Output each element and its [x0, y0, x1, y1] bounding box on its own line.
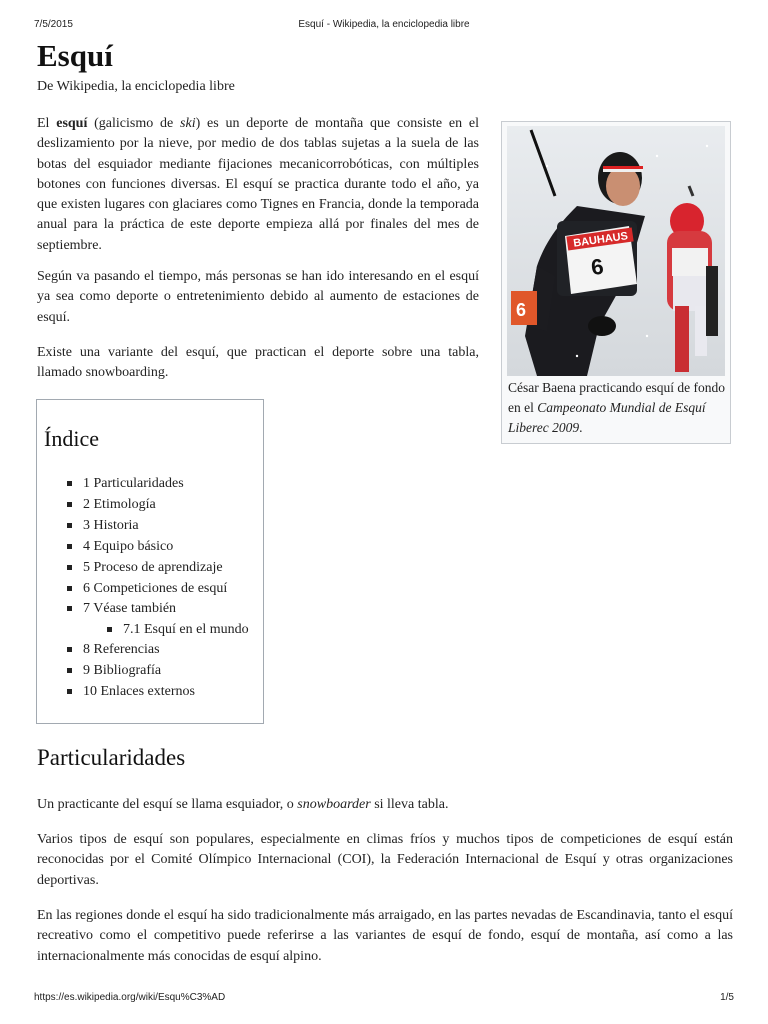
- bullet-icon: [67, 544, 72, 549]
- bullet-icon: [67, 523, 72, 528]
- toc-item[interactable]: 6 Competiciones de esquí: [83, 579, 227, 599]
- link-campeonato-mundial[interactable]: Campeonato Mundial de Esquí Liberec 2009: [508, 400, 706, 435]
- toc-item[interactable]: 1 Particularidades: [83, 474, 184, 494]
- article-title: Esquí: [37, 38, 113, 73]
- toc-item[interactable]: 4 Equipo básico: [83, 537, 173, 557]
- print-url[interactable]: https://es.wikipedia.org/wiki/Esqu%C3%AD: [34, 992, 226, 1003]
- article-tagline: De Wikipedia, la enciclopedia libre: [37, 79, 235, 94]
- print-header: [34, 19, 734, 33]
- bib-number: 6: [589, 253, 606, 281]
- toc-item[interactable]: 8 Referencias: [83, 640, 160, 660]
- intro-paragraph-1: El esquí (galicismo de ski) es un deporte de montaña que consiste en el deslizamiento por la nieve, por medio de dos tablas sujetas a la suela de las botas del esquiador mediante fijaciones mecanicorrobóticas, con múltiples botones con funciones diversas. El esquí se practica durante todo el año, ya que existen lugares con glaciares como Tignes en Francia, donde la temporada anual para la práctica de este deporte empieza allá por finales del mes de septiembre.: [37, 116, 480, 253]
- bullet-icon: [67, 668, 72, 673]
- bullet-icon: [67, 502, 72, 507]
- section-paragraph-2: Varios tipos de esquí son populares, especialmente en climas fríos y muchos tipos de competiciones de esquí están reconocidas por el Comité Olímpico Internacional (COI), la Federación Internacional de Esquí y otras organizaciones deportivas.: [37, 832, 733, 888]
- toc-item[interactable]: 3 Historia: [83, 516, 139, 536]
- arm-number: 6: [516, 300, 527, 320]
- bullet-icon: [67, 606, 72, 611]
- toc-item[interactable]: 2 Etimología: [83, 495, 156, 515]
- toc-item[interactable]: 7 Véase también: [83, 599, 176, 619]
- intro-paragraph-2: Según va pasando el tiempo, más personas se han ido interesando en el esquí ya sea como deporte o entretenimiento debido al aumento de estaciones de esquí.: [37, 269, 479, 325]
- figure-caption: César Baena practicando esquí de fondo en el Campeonato Mundial de Esquí Liberec 2009.: [508, 380, 726, 435]
- svg-text:BAUHAUS: BAUHAUS: [572, 230, 629, 250]
- bullet-icon: [67, 481, 72, 486]
- toc-item[interactable]: 9 Bibliografía: [83, 661, 161, 681]
- print-footer: [34, 992, 734, 1006]
- toc-item[interactable]: 5 Proceso de aprendizaje: [83, 558, 223, 578]
- toc-subitem[interactable]: 7.1 Esquí en el mundo: [123, 620, 249, 640]
- article-figure: [501, 121, 731, 444]
- term-snowboarder: snowboarder: [297, 797, 371, 812]
- table-of-contents: [36, 399, 264, 724]
- print-date: 7/5/2015: [34, 19, 73, 30]
- section-paragraph-3: En las regiones donde el esquí ha sido tradicionalmente más arraigado, en las partes nevadas de Escandinavia, tanto el esquí recreativo como el competitivo puede referirse a las variantes de esquí de fondo, esquí de montaña, así como a las internacionalmente más conocidas de esquí alpino.: [37, 908, 733, 964]
- bullet-icon: [107, 627, 112, 632]
- skier-illustration: [507, 126, 725, 376]
- bullet-icon: [67, 647, 72, 652]
- bullet-icon: [67, 689, 72, 694]
- term-esqui: esquí: [56, 116, 88, 131]
- section-paragraph-1: Un practicante del esquí se llama esquiador, o snowboarder si lleva tabla.: [37, 797, 449, 812]
- bullet-icon: [67, 586, 72, 591]
- link-ski[interactable]: ski: [180, 116, 196, 131]
- section-heading-particularidades: Particularidades: [37, 745, 186, 770]
- toc-title: Índice: [44, 426, 99, 451]
- print-page-title: Esquí - Wikipedia, la enciclopedia libre: [298, 19, 470, 30]
- print-page-number: 1/5: [720, 992, 734, 1003]
- toc-item[interactable]: 10 Enlaces externos: [83, 682, 195, 702]
- intro-paragraph-3: Existe una variante del esquí, que practican el deporte sobre una tabla, llamado snowboarding.: [37, 345, 479, 381]
- skier-photo[interactable]: [507, 126, 725, 376]
- bullet-icon: [67, 565, 72, 570]
